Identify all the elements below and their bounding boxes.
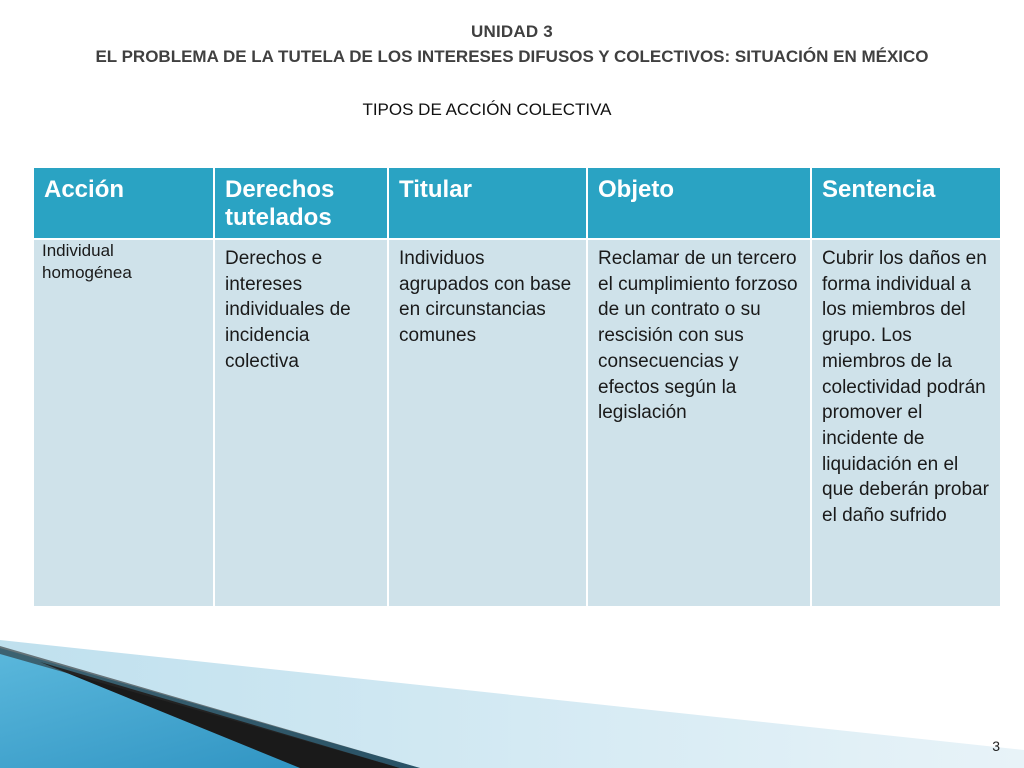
header-sentencia: Sentencia xyxy=(812,168,1000,238)
cell-sentencia: Cubrir los daños en forma individual a los miembros del grupo. Los miembros de la colectividad podrán promover el incidente de liquidación en el que deberán probar el daño sufrido xyxy=(812,240,1000,606)
cell-titular: Individuos agrupados con base en circunstancias comunes xyxy=(389,240,586,606)
cell-objeto: Reclamar de un tercero el cumplimiento forzoso de un contrato o su rescisión con sus consecuencias y efectos según la legislación xyxy=(588,240,810,606)
table-header-row xyxy=(34,168,1000,238)
header-accion: Acción xyxy=(34,168,213,238)
header-objeto: Objeto xyxy=(588,168,810,238)
header-titular: Titular xyxy=(389,168,586,238)
unit-title: UNIDAD 3 xyxy=(471,22,553,41)
table-row xyxy=(34,240,1000,606)
header-derechos-tutelados: Derechos tutelados xyxy=(215,168,387,238)
cell-derechos-tutelados: Derechos e intereses individuales de incidencia colectiva xyxy=(215,240,387,606)
collective-action-table xyxy=(32,166,1002,608)
slide-subtitle: TIPOS DE ACCIÓN COLECTIVA xyxy=(362,100,612,119)
slide-title: EL PROBLEMA DE LA TUTELA DE LOS INTERESES DIFUSOS Y COLECTIVOS: SITUACIÓN EN MÉXICO xyxy=(95,47,929,66)
cell-accion: Individual homogénea xyxy=(34,240,213,606)
decorative-swoosh xyxy=(0,600,1024,768)
page-number: 3 xyxy=(992,738,1000,754)
